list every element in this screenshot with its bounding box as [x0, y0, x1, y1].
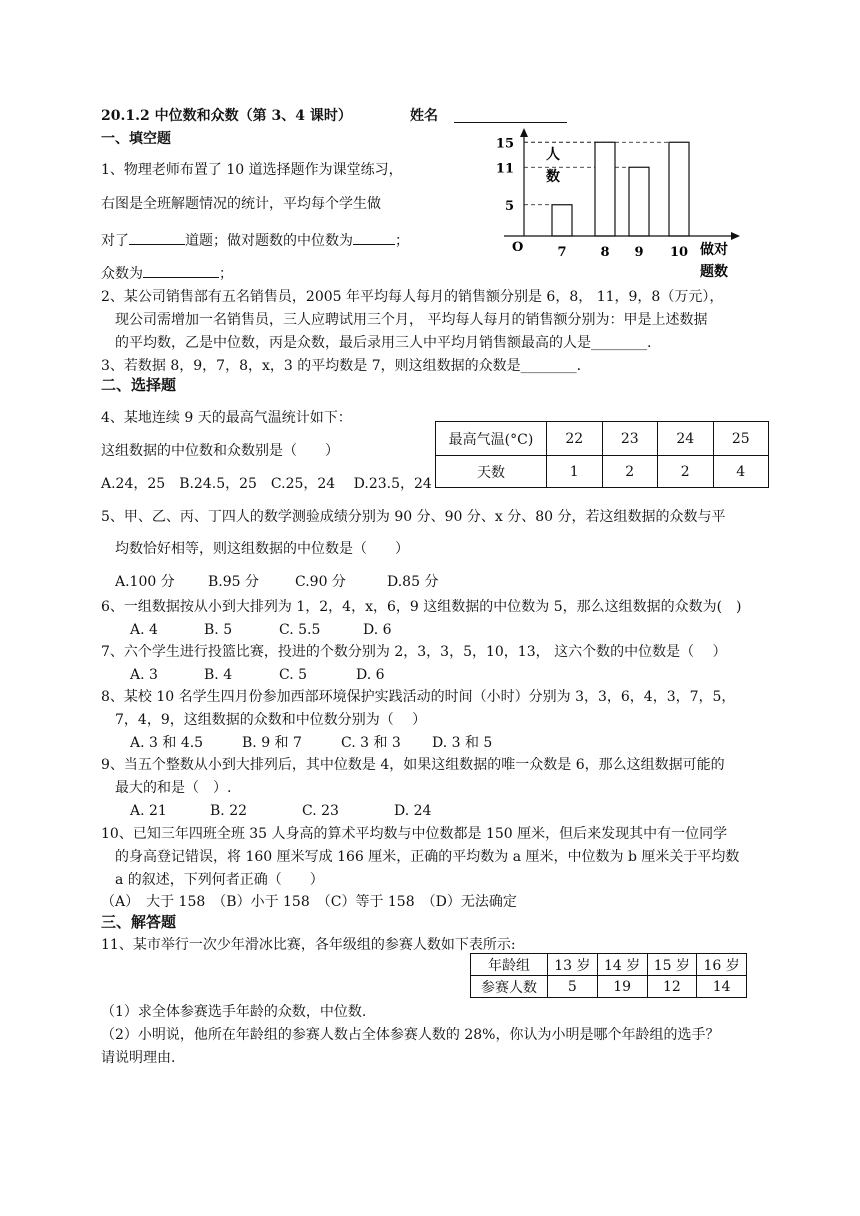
table-cell: 年龄组	[471, 954, 548, 976]
section-answer-heading: 三、解答题	[101, 913, 177, 931]
bar-8	[595, 142, 615, 236]
x-axis-label-part1: 做对	[700, 242, 728, 258]
age-group-table	[470, 953, 747, 998]
y-axis-arrow-icon	[520, 128, 528, 137]
section-choice-heading: 二、选择题	[101, 376, 177, 394]
y-axis-label-part2: 数	[546, 169, 560, 185]
x-axis-label-part2: 题数	[700, 264, 728, 280]
q9-option-b[interactable]: B. 22	[210, 803, 248, 819]
chart-y-tick-labels	[496, 136, 514, 214]
table-cell: 14 岁	[597, 954, 647, 976]
q1-line2: 右图是全班解题情况的统计，平均每个学生做	[101, 196, 381, 212]
q9-line1: 9、当五个整数从小到大排列后，其中位数是 4，如果这组数据的唯一众数是 6，那么这组数据可能的	[101, 757, 725, 773]
q8-option-a[interactable]: A. 3 和 4.5	[130, 735, 204, 751]
x-tick-label: 7	[557, 245, 567, 260]
q10-line3: a 的叙述，下列何者正确（ ）	[115, 872, 324, 888]
q4-line2: 这组数据的中位数和众数别是（ ）	[101, 443, 339, 459]
q10-options: （A） 大于 158 （B）小于 158 （C）等于 158 （D）无法确定	[101, 894, 517, 910]
q1-line4-text-a: 众数为	[101, 266, 143, 282]
q11-sub1: （1）求全体参赛选手年龄的众数，中位数.	[101, 1004, 367, 1020]
x-tick-label: 10	[669, 245, 689, 260]
q6-option-a[interactable]: A. 4	[130, 622, 158, 638]
table-cell: 1	[547, 456, 603, 488]
x-tick-label: 8	[600, 245, 610, 260]
q5-option-b[interactable]: B.95 分	[208, 574, 260, 590]
chart-x-tick-labels	[557, 245, 688, 260]
q6-option-b[interactable]: B. 5	[204, 622, 233, 638]
table-cell: 14	[697, 976, 747, 998]
q2-line1: 2、某公司销售部有五名销售员，2005 年平均每人每月的销售额分别是 6，8， 11，9，8（万元），	[101, 289, 724, 305]
q6-line1: 6、一组数据按从小到大排列为 1，2，4，x，6，9 这组数据的中位数为 5，那么这组数据的众数为( )	[101, 599, 742, 615]
q1-line3-text-a: 对了	[101, 233, 129, 249]
temperature-table	[435, 421, 769, 488]
q9-option-d[interactable]: D. 24	[394, 803, 432, 819]
q11-line1: 11、某市举行一次少年滑冰比赛，各年级组的参赛人数如下表所示:	[101, 937, 516, 953]
x-tick-label: 9	[634, 245, 644, 260]
q8-option-d[interactable]: D. 3 和 5	[432, 735, 493, 751]
table-cell: 22	[547, 422, 603, 456]
table-cell: 2	[602, 456, 658, 488]
table-cell: 24	[658, 422, 714, 456]
q5-line2: 均数恰好相等，则这组数据的中位数是（ ）	[115, 541, 409, 557]
q8-option-c[interactable]: C. 3 和 3	[341, 735, 401, 751]
table-cell: 2	[658, 456, 714, 488]
q1-blank-mode[interactable]	[143, 263, 219, 278]
bar-chart	[488, 126, 748, 286]
table-cell: 16 岁	[697, 954, 747, 976]
chart-bars	[552, 142, 689, 236]
q1-line4	[101, 263, 233, 283]
y-tick-label: 11	[495, 161, 514, 177]
q6-option-d[interactable]: D. 6	[363, 622, 392, 638]
table-cell: 12	[647, 976, 697, 998]
table-cell: 15 岁	[647, 954, 697, 976]
x-axis-arrow-icon	[731, 232, 740, 240]
q2-line3: 的平均数，乙是中位数，丙是众数，最后录用三人中平均月销售额最高的人是________.	[115, 335, 652, 351]
table-row	[471, 954, 747, 976]
table-row	[471, 976, 747, 998]
q7-option-d[interactable]: D. 6	[356, 667, 385, 683]
q1-blank-average[interactable]	[129, 230, 185, 245]
q4-line1: 4、某地连续 9 天的最高气温统计如下：	[101, 410, 352, 426]
table-cell: 4	[713, 456, 769, 488]
y-axis-label-part1: 人	[546, 147, 560, 163]
table-cell: 最高气温(°C)	[436, 422, 547, 456]
q1-line3-text-c: ；	[395, 233, 409, 249]
q5-option-d[interactable]: D.85 分	[387, 574, 439, 590]
q5-line1: 5、甲、乙、丙、丁四人的数学测验成绩分别为 90 分、90 分、x 分、80 分，若这组数据的众数与平	[101, 509, 726, 525]
q9-option-c[interactable]: C. 23	[302, 803, 339, 819]
q7-option-c[interactable]: C. 5	[279, 667, 308, 683]
q7-line1: 7、六个学生进行投篮比赛，投进的个数分别为 2，3，3，5，10，13， 这六个数的中位数是（ ）	[101, 644, 727, 660]
name-input-line[interactable]	[454, 122, 567, 123]
q1-line3-text-b: 道题；做对题数的中位数为	[185, 233, 353, 249]
table-cell: 23	[602, 422, 658, 456]
worksheet-title: 20.1.2 中位数和众数（第 3、4 课时）	[101, 108, 352, 124]
table-cell: 参赛人数	[471, 976, 548, 998]
q1-line4-text-b: ；	[219, 266, 233, 282]
y-tick-label: 15	[495, 136, 514, 152]
q1-line1: 1、物理老师布置了 10 道选择题作为课堂练习，	[101, 162, 403, 178]
q2-line2: 现公司需增加一名销售员，三人应聘试用三个月， 平均每人每月的销售额分别为：甲是上述数据	[115, 312, 708, 328]
table-cell: 19	[597, 976, 647, 998]
table-cell: 13 岁	[548, 954, 598, 976]
name-label: 姓名	[410, 108, 438, 124]
table-cell: 25	[713, 422, 769, 456]
table-row	[436, 456, 769, 488]
origin-label: O	[512, 240, 524, 255]
q4-options: A.24，25 B.24.5，25 C.25，24 D.23.5，24	[101, 476, 432, 492]
q6-option-c[interactable]: C. 5.5	[279, 622, 321, 638]
q11-sub3: 请说明理由.	[101, 1050, 176, 1066]
q10-line2: 的身高登记错误，将 160 厘米写成 166 厘米，正确的平均数为 a 厘米，中位数为 b 厘米关于平均数	[115, 849, 740, 865]
q8-line2: 7，4，9，这组数据的众数和中位数分别为（ ）	[115, 712, 427, 728]
y-tick-label: 5	[504, 198, 514, 214]
q5-option-c[interactable]: C.90 分	[295, 574, 346, 590]
bar-9	[629, 167, 649, 236]
q9-option-a[interactable]: A. 21	[130, 803, 167, 819]
section-fill-heading: 一、填空题	[101, 131, 171, 147]
q3-line1: 3、若数据 8，9，7，8，x，3 的平均数是 7，则这组数据的众数是________.	[101, 358, 582, 374]
q8-line1: 8、某校 10 名学生四月份参加西部环境保护实践活动的时间（小时）分别为 3，3，6，4，3，7，5，	[101, 689, 736, 705]
q7-option-a[interactable]: A. 3	[130, 667, 158, 683]
q10-line1: 10、已知三年四班全班 35 人身高的算术平均数与中位数都是 150 厘米，但后来发现其中有一位同学	[101, 826, 728, 842]
q5-option-a[interactable]: A.100 分	[115, 574, 175, 590]
bar-10	[669, 142, 689, 236]
table-row	[436, 422, 769, 456]
q1-line3	[101, 230, 409, 250]
table-cell: 天数	[436, 456, 547, 488]
table-cell: 5	[548, 976, 598, 998]
q11-sub2: （2）小明说，他所在年龄组的参赛人数占全体参赛人数的 28%，你认为小明是哪个年龄组的选手？	[101, 1027, 720, 1043]
bar-7	[552, 205, 572, 236]
q7-option-b[interactable]: B. 4	[204, 667, 233, 683]
q9-line2: 最大的和是（ ）.	[115, 780, 232, 796]
q8-option-b[interactable]: B. 9 和 7	[242, 735, 302, 751]
q1-blank-median[interactable]	[353, 230, 395, 245]
